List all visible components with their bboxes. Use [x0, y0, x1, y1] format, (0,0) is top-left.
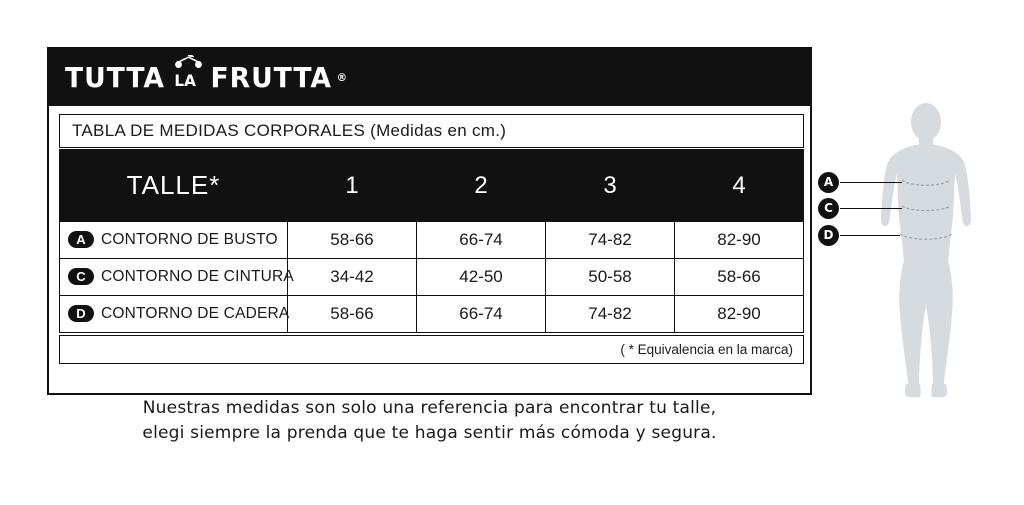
cell-cadera-3: 74-82 — [546, 296, 675, 333]
disclaimer-caption — [47, 396, 812, 446]
row-label-text: CONTORNO DE CINTURA — [101, 267, 294, 285]
table-row — [60, 296, 804, 333]
brand-word-la: LA — [174, 70, 196, 90]
cell-busto-2: 66-74 — [417, 222, 546, 259]
table-header-row — [60, 150, 804, 222]
header-size-4: 4 — [675, 150, 804, 222]
header-size-1: 1 — [288, 150, 417, 222]
table-row — [60, 259, 804, 296]
leader-line-c — [840, 208, 902, 209]
figure-marker-a: A — [818, 172, 839, 193]
footnote-box — [59, 335, 804, 364]
brand-word-first: TUTTA — [65, 61, 165, 94]
marker-badge-a: A — [68, 231, 94, 248]
chart-title-box — [59, 114, 804, 148]
cell-cintura-4: 58-66 — [675, 259, 804, 296]
footnote-text: ( * Equivalencia en la marca) — [620, 342, 793, 357]
page-title: TABLA DE MEDIDAS CORPORALES (Medidas en cm.) — [72, 121, 507, 140]
cell-cadera-4: 82-90 — [675, 296, 804, 333]
cell-cintura-3: 50-58 — [546, 259, 675, 296]
brand-header — [49, 49, 810, 106]
size-chart-card — [47, 47, 812, 395]
female-body-silhouette-icon — [818, 100, 1014, 400]
figure-marker-c: C — [818, 198, 839, 219]
table-row — [60, 222, 804, 259]
cell-cadera-1: 58-66 — [288, 296, 417, 333]
caption-line-1: Nuestras medidas son solo una referencia para encontrar tu talle, — [142, 398, 717, 418]
row-label-cintura — [60, 259, 294, 296]
leader-line-a — [840, 182, 902, 183]
figure-marker-d: D — [818, 225, 839, 246]
header-size-2: 2 — [417, 150, 546, 222]
caption-line-2: elegi siempre la prenda que te haga sentir más cómoda y segura. — [142, 423, 717, 443]
cell-busto-3: 74-82 — [546, 222, 675, 259]
marker-badge-d: D — [68, 305, 94, 322]
row-label-cadera — [60, 296, 288, 333]
brand-word-second: FRUTTA — [210, 61, 332, 94]
marker-badge-c: C — [68, 268, 94, 285]
leader-line-d — [840, 235, 900, 236]
measurements-table — [59, 149, 804, 333]
header-talle: TALLE* — [60, 150, 288, 222]
row-label-text: CONTORNO DE CADERA — [101, 304, 290, 322]
cell-cintura-1: 34-42 — [288, 259, 417, 296]
registered-mark: ® — [336, 71, 349, 84]
cell-busto-1: 58-66 — [288, 222, 417, 259]
body-figure — [818, 100, 1014, 400]
header-size-3: 3 — [546, 150, 675, 222]
cell-cintura-2: 42-50 — [417, 259, 546, 296]
brand-cherry-block — [169, 58, 207, 98]
row-label-text: CONTORNO DE BUSTO — [101, 230, 278, 248]
cell-busto-4: 82-90 — [675, 222, 804, 259]
brand-logo — [65, 58, 348, 98]
cell-cadera-2: 66-74 — [417, 296, 546, 333]
row-label-busto — [60, 222, 288, 259]
